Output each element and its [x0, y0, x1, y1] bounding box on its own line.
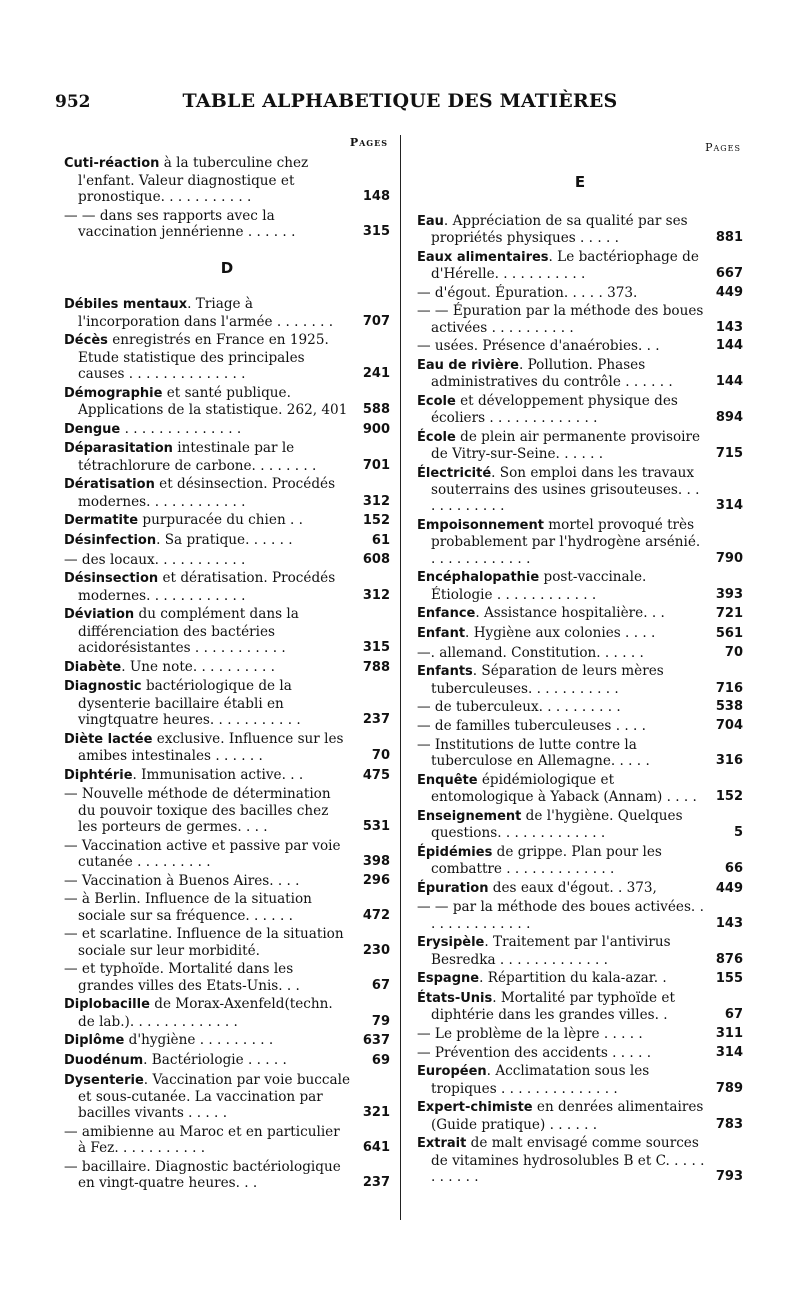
entry-heading: Débiles mentaux	[64, 297, 188, 313]
index-entry	[417, 880, 743, 897]
entry-heading: Désinsection	[64, 571, 159, 587]
entry-page-number: 69	[371, 1052, 390, 1068]
entry-description: — de tuberculeux. . . . . . . . . .	[417, 699, 621, 716]
index-entry	[64, 570, 390, 604]
index-entry	[417, 249, 743, 283]
index-entry	[417, 699, 743, 715]
entry-heading: Enfance	[417, 606, 476, 622]
entry-text	[64, 532, 352, 549]
entry-description: et désinsection. Procédés modernes. . . . . . . . . . . .	[78, 476, 336, 510]
entry-page-number: 70	[724, 644, 743, 660]
entry-page-number: 296	[362, 872, 390, 888]
entry-description: exclusive. Influence sur les amibes intestinales . . . . . .	[78, 730, 344, 764]
index-entry	[417, 1026, 743, 1042]
entry-text	[417, 1063, 705, 1097]
index-entry	[417, 465, 743, 515]
entry-page-number: 321	[362, 1105, 390, 1121]
entry-description: . Hygiène aux colonies . . . .	[465, 625, 656, 642]
index-entry	[64, 421, 390, 438]
entry-page-number: 152	[715, 789, 743, 805]
entry-page-number: 230	[362, 942, 390, 958]
entry-heading: Déparasitation	[64, 441, 173, 457]
entry-heading: États-Unis	[417, 991, 493, 1007]
index-entry	[417, 393, 743, 427]
entry-heading: Eau	[417, 213, 444, 229]
entry-description: . Bactériologie . . . . .	[143, 1051, 287, 1068]
entry-text	[417, 1026, 705, 1042]
index-entry	[417, 970, 743, 987]
entry-page-number: 67	[371, 977, 390, 993]
entry-text	[64, 512, 352, 529]
entry-text	[417, 990, 705, 1024]
entry-page-number: 314	[715, 1044, 743, 1060]
entries-c	[64, 155, 390, 240]
entry-page-number: 144	[715, 338, 743, 354]
entry-heading: Démographie	[64, 385, 163, 401]
entry-page-number: 155	[715, 971, 743, 987]
entry-description: — Institutions de lutte contre la tuberculose en Allemagne. . . . .	[417, 736, 650, 770]
entry-page-number: 315	[362, 640, 390, 656]
entry-heading: Diphtérie	[64, 767, 133, 783]
entry-text	[417, 249, 705, 283]
entry-page-number: 66	[724, 861, 743, 877]
entry-heading: Eaux alimentaires	[417, 249, 549, 265]
index-entry	[417, 1045, 743, 1061]
entry-text	[417, 285, 705, 301]
entry-page-number: 393	[715, 586, 743, 602]
entry-description: . Son emploi dans les travaux souterrains des usines grisouteuses. . . . . . . . . . . .	[431, 464, 700, 515]
entry-heading: Désinfection	[64, 533, 157, 549]
entry-heading: Européen	[417, 1064, 487, 1080]
entry-description: enregistrés en France en 1925. Etude statistique des principales causes . . . . . . . . . . . . . .	[78, 332, 329, 383]
index-entry	[417, 569, 743, 603]
entry-description: . Vaccination par voie buccale et sous-cutanée. La vaccination par bacilles vivants . . . . .	[78, 1071, 350, 1122]
entry-heading: Électricité	[417, 465, 492, 481]
entry-page-number: 641	[362, 1140, 390, 1156]
entry-heading: Ecole	[417, 393, 456, 409]
entry-page-number: 449	[715, 284, 743, 300]
index-entry	[64, 296, 390, 330]
index-entry	[64, 996, 390, 1030]
entry-description: d'hygiène . . . . . . . . .	[124, 1032, 274, 1049]
entry-text	[417, 970, 705, 987]
entry-page-number: 70	[371, 747, 390, 763]
index-entry	[64, 1124, 390, 1157]
entry-text	[64, 838, 352, 871]
entry-description: — d'égout. Épuration. . . . . 373.	[417, 284, 638, 301]
entry-text	[417, 357, 705, 391]
entry-text	[417, 625, 705, 642]
entry-description: — Vaccination à Buenos Aires. . . .	[64, 872, 300, 889]
entry-page-number: 531	[362, 818, 390, 834]
entry-text	[417, 899, 705, 932]
index-entry	[64, 767, 390, 784]
index-entry	[417, 625, 743, 642]
entry-description: mortel provoqué très probablement par l'hydrogène arsénié. . . . . . . . . . . . .	[431, 517, 701, 567]
index-entry	[64, 961, 390, 994]
entry-page-number: 716	[715, 680, 743, 696]
entry-description: . Acclimatation sous les tropiques . . . . . . . . . . . . . .	[431, 1063, 650, 1097]
index-entry	[64, 891, 390, 924]
entry-page-number: 449	[715, 880, 743, 896]
entry-description: de plein air permanente provisoire de Vitry-sur-Seine. . . . . .	[431, 428, 701, 463]
entry-page-number: 637	[362, 1033, 390, 1049]
entry-text	[64, 1032, 352, 1049]
entry-heading: Dératisation	[64, 477, 155, 493]
entry-description: . Répartition du kala-azar. .	[479, 970, 667, 987]
entry-page-number: 237	[362, 1175, 390, 1191]
entry-description: . Sa pratique. . . . . .	[156, 532, 293, 549]
entry-description: épidémiologique et entomologique à Yaback (Annam) . . . .	[431, 771, 697, 806]
entry-page-number: 788	[362, 659, 390, 675]
entry-text	[64, 1124, 352, 1157]
entry-description: de l'hygiène. Quelques questions. . . . . . . . . . . . .	[431, 807, 683, 842]
entry-heading: Décès	[64, 333, 108, 349]
index-entry	[417, 303, 743, 336]
entry-page-number: 79	[371, 1013, 390, 1029]
entry-description: — Le problème de la lèpre . . . . .	[417, 1026, 643, 1043]
entry-page-number: 144	[715, 374, 743, 390]
entry-page-number: 311	[715, 1026, 743, 1042]
entry-heading: Cuti-réaction	[64, 156, 160, 172]
entry-text	[417, 393, 705, 427]
index-entry	[417, 808, 743, 842]
index-entry	[417, 772, 743, 806]
index-entry	[417, 357, 743, 391]
entry-heading: Diète lactée	[64, 731, 153, 747]
entry-page-number: 312	[362, 493, 390, 509]
index-entry	[417, 285, 743, 301]
index-entry	[64, 873, 390, 889]
index-entry	[64, 552, 390, 568]
entry-description: — des locaux. . . . . . . . . . .	[64, 551, 246, 568]
entry-text	[417, 429, 705, 463]
index-entry	[64, 838, 390, 871]
entry-text	[417, 934, 705, 968]
index-entry	[64, 208, 390, 241]
entry-page-number: 790	[715, 550, 743, 566]
entry-description: en denrées alimentaires (Guide pratique) . . . . . .	[431, 1099, 704, 1133]
entry-text	[64, 891, 352, 924]
entry-description: . Séparation de leurs mères tuberculeuses. . . . . . . . . . .	[431, 663, 664, 697]
index-entry	[417, 429, 743, 463]
entry-text	[417, 517, 705, 567]
entry-description: . . . . . . . . . . . . . .	[120, 420, 242, 437]
entry-text	[64, 873, 352, 889]
index-entry	[64, 1032, 390, 1049]
index-entry	[64, 731, 390, 765]
entry-description: . Triage à l'incorporation dans l'armée . . . . . . .	[78, 296, 334, 330]
entry-text	[417, 772, 705, 806]
entry-page-number: 783	[715, 1116, 743, 1132]
entry-heading: Dysenterie	[64, 1072, 144, 1088]
entry-text	[64, 659, 352, 676]
entry-description: post-vaccinale. Étiologie . . . . . . . . . . . .	[431, 569, 647, 603]
entry-text	[64, 1072, 352, 1122]
entry-text	[64, 731, 352, 765]
entry-page-number: 152	[362, 513, 390, 529]
entry-text	[417, 663, 705, 697]
entry-page-number: 475	[362, 767, 390, 783]
entry-text	[64, 606, 352, 656]
entry-page-number: 241	[362, 366, 390, 382]
entry-description: — — par la méthode des boues activées. . . . . . . . . . . . . .	[417, 899, 704, 932]
entry-heading: Dermatite	[64, 513, 139, 529]
entry-heading: Diplobacille	[64, 997, 150, 1013]
entry-page-number: 61	[371, 533, 390, 549]
entry-page-number: 143	[715, 319, 743, 335]
entry-description: de Morax-Axenfeld(techn. de lab.). . . . . . . . . . . . .	[78, 996, 333, 1030]
entry-description: — Prévention des accidents . . . . .	[417, 1044, 652, 1061]
entry-text	[64, 476, 352, 510]
entry-description: de malt envisagé comme sources de vitamines hydrosolubles B et C. . . . . . . . . . .	[431, 1135, 705, 1186]
entry-page-number: 881	[715, 229, 743, 245]
entry-text	[64, 155, 352, 205]
entry-page-number: 67	[724, 1007, 743, 1023]
entry-page-number: 900	[362, 421, 390, 437]
entry-description: — — dans ses rapports avec la vaccination jennérienne . . . . . .	[64, 207, 296, 240]
section-letter-e: E	[574, 173, 586, 192]
index-entry	[64, 1159, 390, 1192]
entry-text	[64, 786, 352, 835]
entry-page-number: 237	[362, 711, 390, 727]
entry-page-number: 538	[715, 699, 743, 715]
index-entry	[64, 532, 390, 549]
entry-text	[64, 552, 352, 568]
entry-text	[64, 385, 352, 419]
entry-description: — usées. Présence d'anaérobies. . .	[417, 338, 660, 355]
entry-description: —. allemand. Constitution. . . . . .	[417, 644, 644, 661]
entry-heading: Enquête	[417, 772, 478, 788]
entry-heading: Expert-chimiste	[417, 1100, 533, 1116]
entry-description: . Traitement par l'antivirus Besredka . . . . . . . . . . . . .	[431, 934, 671, 968]
index-entry	[417, 899, 743, 932]
entry-page-number: 312	[362, 587, 390, 603]
entry-page-number: 789	[715, 1080, 743, 1096]
entry-page-number: 715	[715, 446, 743, 462]
entry-text	[64, 208, 352, 241]
index-entry	[417, 663, 743, 697]
entry-heading: Épidémies	[417, 844, 493, 860]
entry-text	[417, 844, 705, 878]
index-entry	[417, 605, 743, 622]
entry-text	[64, 570, 352, 604]
entry-page-number: 315	[362, 223, 390, 239]
entry-text	[64, 1052, 352, 1069]
entry-description: de grippe. Plan pour les combattre . . . . . . . . . . . . .	[431, 843, 662, 878]
entry-text	[417, 699, 705, 715]
entry-description: — — Épuration par la méthode des boues activées . . . . . . . . . .	[417, 303, 704, 336]
entry-description: . Mortalité par typhoïde et diphtérie dans les grandes villes. .	[431, 990, 675, 1024]
entry-description: — amibienne au Maroc et en particulier à Fez. . . . . . . . . . .	[64, 1123, 340, 1157]
entry-heading: Diabète	[64, 659, 122, 675]
entry-heading: Diplôme	[64, 1033, 125, 1049]
entry-page-number: 561	[715, 626, 743, 642]
entry-heading: Erysipèle	[417, 935, 485, 951]
index-entry	[64, 606, 390, 656]
pages-column-header: Pages	[349, 136, 388, 149]
index-entry	[417, 1063, 743, 1097]
entry-description: — à Berlin. Influence de la situation sociale sur sa fréquence. . . . . .	[64, 891, 312, 924]
entry-text	[417, 1045, 705, 1061]
entry-heading: Enfant	[417, 626, 466, 642]
entry-heading: Eau de rivière	[417, 357, 519, 373]
entry-page-number: 894	[715, 410, 743, 426]
section-letter-d: D	[220, 259, 234, 278]
entry-page-number: 314	[715, 498, 743, 514]
entry-description: . Appréciation de sa qualité par ses propriétés physiques . . . . .	[431, 212, 688, 246]
entry-description: — et scarlatine. Influence de la situation sociale sur leur morbidité.	[64, 926, 344, 959]
entry-page-number: 721	[715, 606, 743, 622]
entry-description: . Assistance hospitalière. . .	[475, 605, 665, 622]
entry-page-number: 148	[362, 188, 390, 204]
right-column	[417, 140, 743, 1188]
index-entry	[417, 1135, 743, 1185]
index-entry	[64, 1052, 390, 1069]
entry-text	[64, 996, 352, 1030]
entry-page-number: 472	[362, 907, 390, 923]
column-divider	[400, 135, 401, 1220]
entry-description: et développement physique des écoliers . . . . . . . . . . . . .	[431, 392, 678, 427]
entry-description: . Le bactériophage de d'Hérelle. . . . . . . . . . .	[431, 248, 699, 282]
entry-heading: Encéphalopathie	[417, 570, 540, 586]
entry-heading: Duodénum	[64, 1052, 144, 1068]
index-entry	[64, 659, 390, 676]
entry-page-number: 701	[362, 457, 390, 473]
entry-text	[417, 1099, 705, 1133]
left-column	[64, 135, 390, 1194]
entry-description: du complément dans la différenciation des bactéries acidorésistantes . . . . . . . . . . .	[78, 606, 299, 657]
entry-description: à la tuberculine chez l'enfant. Valeur diagnostique et pronostique. . . . . . . . . . .	[78, 155, 309, 205]
index-entry	[64, 155, 390, 205]
index-entry	[64, 440, 390, 474]
entry-description: purpuracée du chien . .	[138, 512, 303, 529]
index-entry	[417, 934, 743, 968]
entry-description: intestinale par le tétrachlorure de carbone. . . . . . . .	[78, 440, 317, 474]
pages-column-header: Pages	[705, 141, 741, 154]
entry-text	[64, 421, 352, 438]
index-entry	[64, 332, 390, 382]
entry-page-number: 143	[715, 915, 743, 931]
index-entry	[64, 385, 390, 419]
entry-text	[64, 767, 352, 784]
entry-text	[417, 1135, 705, 1185]
index-entry	[417, 645, 743, 661]
entry-description: — de familles tuberculeuses . . . .	[417, 718, 646, 735]
index-entry	[64, 926, 390, 959]
entry-heading: Diagnostic	[64, 679, 142, 695]
entry-page-number: 5	[733, 825, 743, 841]
entries-d	[64, 296, 390, 1191]
entry-text	[417, 880, 705, 897]
entry-text	[417, 338, 705, 354]
entry-description: et santé publique. Applications de la statistique. 262, 401	[78, 384, 348, 419]
entry-text	[64, 332, 352, 382]
entry-text	[64, 296, 352, 330]
entry-heading: Extrait	[417, 1136, 467, 1152]
index-entry	[64, 1072, 390, 1122]
entry-heading: Épuration	[417, 880, 489, 896]
entry-page-number: 876	[715, 951, 743, 967]
entry-text	[64, 961, 352, 994]
entry-description: . Une note. . . . . . . . . .	[121, 658, 275, 675]
index-entry	[417, 718, 743, 734]
entry-page-number: 793	[715, 1169, 743, 1185]
entry-text	[417, 465, 705, 515]
index-entry	[417, 737, 743, 770]
page-title: TABLE ALPHABETIQUE DES MATIÈRES	[182, 90, 618, 112]
index-entry	[64, 476, 390, 510]
entry-text	[64, 926, 352, 959]
entry-heading: Dengue	[64, 421, 121, 437]
entry-description: et dératisation. Procédés modernes. . . . . . . . . . . .	[78, 570, 336, 604]
entry-text	[417, 569, 705, 603]
index-entry	[417, 213, 743, 247]
entry-text	[417, 808, 705, 842]
entry-text	[64, 678, 352, 728]
entry-text	[64, 440, 352, 474]
entry-page-number: 707	[362, 313, 390, 329]
index-entry	[417, 844, 743, 878]
entry-page-number: 588	[362, 402, 390, 418]
index-entry	[64, 786, 390, 835]
index-entry	[417, 338, 743, 354]
entry-description: — et typhoïde. Mortalité dans les grandes villes des Etats-Unis. . .	[64, 961, 300, 994]
entry-heading: École	[417, 429, 456, 445]
entry-text	[417, 645, 705, 661]
entry-text	[64, 1159, 352, 1192]
entry-page-number: 667	[715, 265, 743, 281]
entry-text	[417, 605, 705, 622]
entries-e	[417, 213, 743, 1186]
entry-heading: Enseignement	[417, 808, 522, 824]
page-number: 952	[55, 92, 91, 112]
entry-heading: Empoisonnement	[417, 518, 544, 534]
entry-text	[417, 737, 705, 770]
index-entry	[64, 512, 390, 529]
entry-description: des eaux d'égout. . 373,	[488, 879, 657, 896]
entry-description: bactériologique de la dysenterie bacillaire établi en vingtquatre heures. . . . . . . . . . .	[78, 678, 301, 728]
entry-text	[417, 718, 705, 734]
entry-page-number: 316	[715, 753, 743, 769]
entry-description: . Immunisation active. . .	[132, 766, 304, 783]
entry-description: — Vaccination active et passive par voie cutanée . . . . . . . . .	[64, 837, 341, 870]
entry-page-number: 704	[715, 718, 743, 734]
entry-heading: Enfants	[417, 664, 473, 680]
entry-description: — Nouvelle méthode de détermination du pouvoir toxique des bacilles chez les porteurs de germes. . . .	[64, 786, 331, 835]
index-entry	[417, 517, 743, 567]
entry-page-number: 398	[362, 853, 390, 869]
entry-heading: Déviation	[64, 607, 135, 623]
entry-description: — bacillaire. Diagnostic bactériologique en vingt-quatre heures. . .	[64, 1158, 341, 1192]
entry-page-number: 608	[362, 551, 390, 567]
index-entry	[64, 678, 390, 728]
entry-text	[417, 213, 705, 247]
index-entry	[417, 1099, 743, 1133]
index-entry	[417, 990, 743, 1024]
entry-text	[417, 303, 705, 336]
entry-description: . Pollution. Phases administratives du contrôle . . . . . .	[431, 356, 673, 391]
entry-heading: Espagne	[417, 971, 480, 987]
